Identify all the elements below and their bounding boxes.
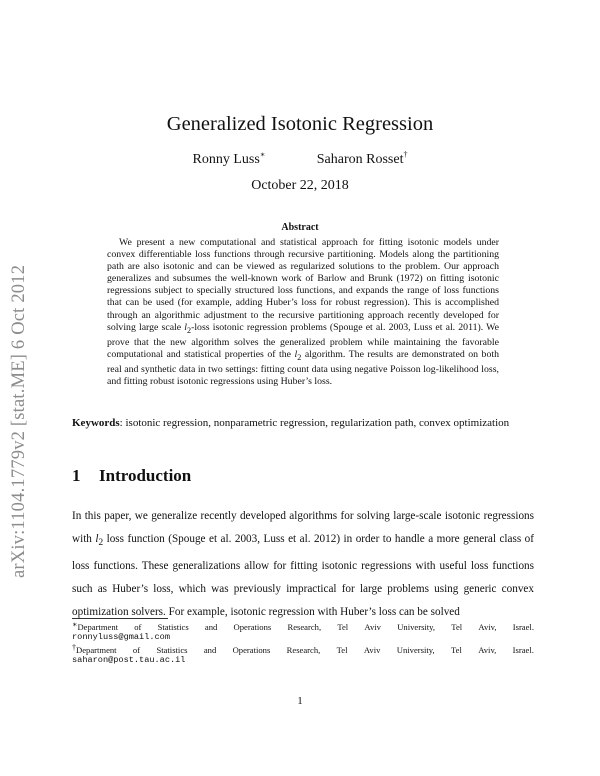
- abstract-text-c: algorithm. The results are demonstrated on both real and synthetic data in two settings: fitting count data using negative Poisson log-likelihood loss, and fitting robust isotonic regressions using Huber’s loss.: [107, 348, 499, 387]
- footnote-1-affiliation: [72, 622, 534, 632]
- footnote-word: Aviv,: [478, 622, 497, 632]
- footnote-word: and: [204, 622, 218, 632]
- abstract-body: [107, 237, 499, 388]
- footnote-1-email: ronnyluss@gmail.com: [72, 632, 170, 643]
- footnote-1: [72, 622, 534, 643]
- footnote-word: Aviv: [363, 645, 381, 655]
- section-number: 1: [72, 466, 81, 485]
- author-list: [0, 152, 600, 168]
- footnote-2-affiliation: [72, 645, 534, 655]
- abstract-text-a: We present a new computational and statistical approach for fitting isotonic models under convex differentiable loss functions through recursive partitioning. Models along the partitioning path are also isotonic and can be viewed as regularized solutions to the problem. Our approach generalizes and subsumes the well-known work of Barlow and Brunk (1972) on fitting isotonic regressions subject to specially structured loss functions, and expands the range of loss functions that can be used (for example, adding Huber’s loss for robust regression). This is accomplished through an algorithmic adjustment to the recursive partitioning approach recently developed for solving large scale: [107, 237, 499, 333]
- paper-title: Generalized Isotonic Regression: [166, 113, 434, 135]
- footnote-word: Tel: [450, 645, 462, 655]
- footnote-mark: ∗: [72, 620, 78, 629]
- intro-paragraph: [72, 505, 534, 624]
- intro-text-b: loss function (Spouge et al. 2003, Luss et al. 2012) in order to handle a more general class of loss functions. These generalizations allow for fitting isotonic regressions with useful loss functions such as Huber’s loss, which was previously impractical for large problems using generic convex optimization solvers. For example, isotonic regression with Huber’s loss can be solved: [72, 532, 534, 618]
- l2-subscript: 2: [98, 538, 104, 549]
- arxiv-stamp: arXiv:1104.1779v2 [stat.ME] 6 Oct 2012: [9, 264, 29, 578]
- keywords-text: : isotonic regression, nonparametric regression, regularization path, convex optimization: [119, 417, 510, 429]
- l2-symbol: l: [95, 532, 99, 545]
- paper-date: October 22, 2018: [251, 178, 349, 193]
- author-1-name: Ronny Luss: [192, 152, 260, 167]
- footnote-word: University,: [397, 622, 436, 632]
- intro-text-a: In this paper, we generalize recently developed algorithms for solving large-scale isotonic regressions with: [72, 510, 534, 545]
- footnote-word: University,: [396, 645, 435, 655]
- footnote-word: Statistics: [156, 645, 188, 655]
- l2-symbol: l: [294, 348, 298, 360]
- footnote-word: ∗Department: [72, 620, 119, 632]
- footnote-word: and: [203, 645, 217, 655]
- section-title: Introduction: [99, 466, 192, 485]
- footnote-word: Statistics: [157, 622, 189, 632]
- author-1: [193, 152, 266, 168]
- footnote-word: Operations: [232, 645, 271, 655]
- footnote-word: Research,: [286, 645, 321, 655]
- keywords: [72, 417, 542, 429]
- footnote-word: Tel: [336, 645, 348, 655]
- section-heading: [72, 466, 191, 486]
- footnote-word: Tel: [451, 622, 463, 632]
- abstract-heading: Abstract: [281, 222, 319, 233]
- l2-subscript: 2: [187, 325, 192, 335]
- footnote-word: of: [134, 622, 142, 632]
- footnote-mark: †: [72, 643, 76, 652]
- l2-symbol: l: [184, 321, 187, 333]
- keywords-label: Keywords: [72, 417, 120, 429]
- page-number: 1: [297, 695, 303, 707]
- footnote-rule: [72, 618, 168, 619]
- footnote-word: Tel: [337, 622, 349, 632]
- footnote-word: Aviv: [364, 622, 381, 632]
- footnote-2: [72, 645, 534, 666]
- author-2-name: Saharon Rosset: [316, 152, 404, 167]
- footnote-word: Israel.: [512, 645, 534, 655]
- footnote-word: Operations: [233, 622, 272, 632]
- footnote-word: Aviv,: [478, 645, 497, 655]
- abstract-text-b: -loss isotonic regression problems (Spouge et al. 2003, Luss et al. 2011). We prove that the new algorithm solves the generalized problem while maintaining the favorable computational and statistical properties of the: [107, 321, 499, 360]
- footnote-2-email: saharon@post.tau.ac.il: [72, 655, 186, 666]
- footnote-word: Research,: [287, 622, 322, 632]
- author-2-mark: †: [403, 150, 408, 159]
- footnote-word: †Department: [72, 643, 117, 655]
- author-2: [317, 152, 408, 168]
- footnote-word: of: [132, 645, 141, 655]
- author-1-mark: ∗: [259, 150, 266, 159]
- l2-subscript: 2: [297, 352, 302, 362]
- footnote-word: Israel.: [512, 622, 534, 632]
